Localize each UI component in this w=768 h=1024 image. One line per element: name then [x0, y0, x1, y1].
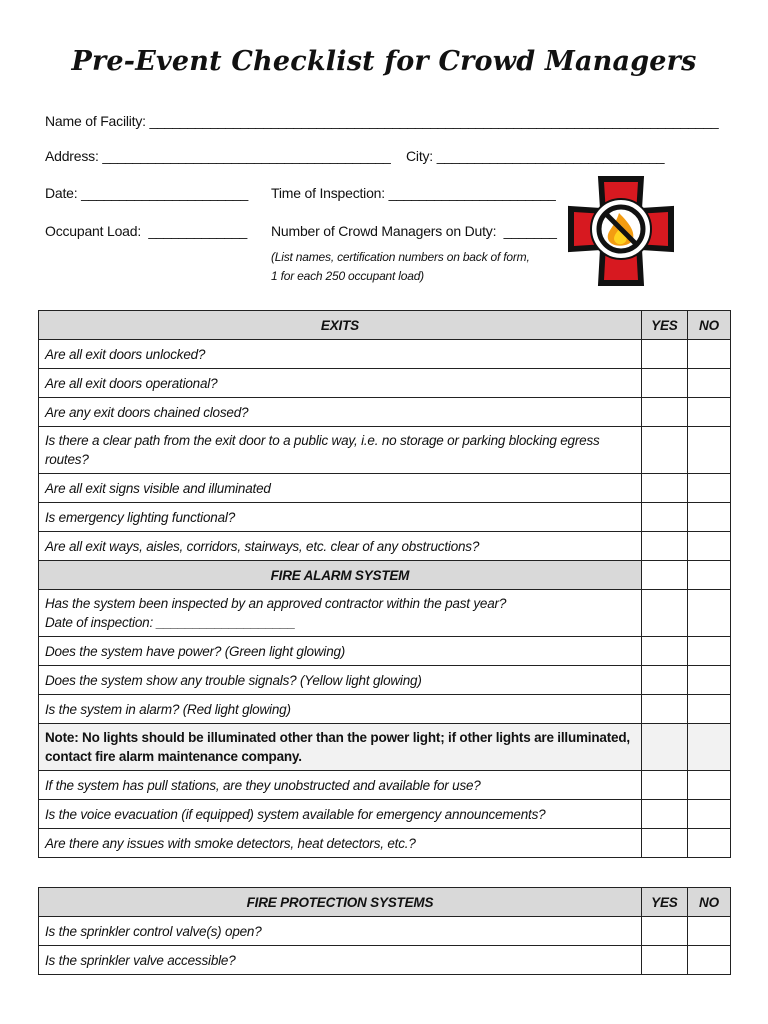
question-text: Is the sprinkler valve accessible?	[39, 946, 642, 975]
fire-protection-checklist-table	[38, 887, 731, 975]
question-text: Is the voice evacuation (if equipped) system available for emergency announcements?	[39, 800, 642, 829]
question-text: Are all exit doors operational?	[39, 369, 642, 398]
yes-checkbox[interactable]	[641, 946, 687, 975]
no-cell	[687, 561, 730, 590]
yes-checkbox[interactable]	[641, 427, 687, 474]
question-text: Are all exit signs visible and illuminated	[39, 474, 642, 503]
table-row	[39, 946, 731, 975]
table-row	[39, 829, 731, 858]
yes-checkbox[interactable]	[641, 590, 687, 637]
yes-cell	[641, 724, 687, 771]
no-checkbox[interactable]	[687, 369, 730, 398]
question-text: Does the system show any trouble signals? (Yellow light glowing)	[39, 666, 642, 695]
no-checkbox[interactable]	[687, 590, 730, 637]
occupant-load-field[interactable]: Occupant Load: _____________	[45, 223, 248, 239]
no-header: NO	[687, 888, 730, 917]
table-row	[39, 340, 731, 369]
table-row	[39, 800, 731, 829]
yes-checkbox[interactable]	[641, 398, 687, 427]
yes-checkbox[interactable]	[641, 474, 687, 503]
table-row	[39, 666, 731, 695]
table-row	[39, 532, 731, 561]
question-line: Has the system been inspected by an approved contractor within the past year?	[45, 596, 507, 611]
yes-checkbox[interactable]	[641, 666, 687, 695]
address-field[interactable]: Address: ______________________________________	[45, 148, 391, 164]
yes-checkbox[interactable]	[641, 800, 687, 829]
exits-alarm-checklist-table	[38, 310, 731, 858]
no-checkbox[interactable]	[687, 637, 730, 666]
yes-header: YES	[641, 888, 687, 917]
question-text: Are all exit ways, aisles, corridors, stairways, etc. clear of any obstructions?	[39, 532, 642, 561]
question-text: Is emergency lighting functional?	[39, 503, 642, 532]
table-row	[39, 427, 731, 474]
fire-department-logo-icon	[565, 170, 677, 288]
yes-checkbox[interactable]	[641, 771, 687, 800]
no-checkbox[interactable]	[687, 946, 730, 975]
table-row	[39, 917, 731, 946]
question-text: Is there a clear path from the exit door to a public way, i.e. no storage or parking blocking egress routes?	[39, 427, 642, 474]
question-text	[39, 590, 642, 637]
table-row	[39, 398, 731, 427]
yes-header: YES	[641, 311, 687, 340]
yes-checkbox[interactable]	[641, 695, 687, 724]
note-row	[39, 724, 731, 771]
no-checkbox[interactable]	[687, 474, 730, 503]
no-checkbox[interactable]	[687, 695, 730, 724]
question-text: Are all exit doors unlocked?	[39, 340, 642, 369]
table-header-row	[39, 888, 731, 917]
yes-checkbox[interactable]	[641, 829, 687, 858]
yes-checkbox[interactable]	[641, 340, 687, 369]
table-row	[39, 474, 731, 503]
page-title: Pre-Event Checklist for Crowd Managers	[71, 46, 697, 77]
no-checkbox[interactable]	[687, 340, 730, 369]
section-row	[39, 561, 731, 590]
question-text: Does the system have power? (Green light glowing)	[39, 637, 642, 666]
no-checkbox[interactable]	[687, 532, 730, 561]
yes-cell	[641, 561, 687, 590]
no-header: NO	[687, 311, 730, 340]
managers-note-line2: 1 for each 250 occupant load)	[271, 269, 424, 283]
table-row	[39, 695, 731, 724]
no-checkbox[interactable]	[687, 800, 730, 829]
city-field[interactable]: City: ______________________________	[406, 148, 665, 164]
yes-checkbox[interactable]	[641, 503, 687, 532]
table-row	[39, 771, 731, 800]
question-text: Are there any issues with smoke detectors, heat detectors, etc.?	[39, 829, 642, 858]
no-checkbox[interactable]	[687, 427, 730, 474]
time-of-inspection-field[interactable]: Time of Inspection: ______________________	[271, 185, 556, 201]
table-row	[39, 590, 731, 637]
question-text: Is the sprinkler control valve(s) open?	[39, 917, 642, 946]
question-text: Are any exit doors chained closed?	[39, 398, 642, 427]
no-checkbox[interactable]	[687, 917, 730, 946]
facility-field[interactable]: Name of Facility: ___________________________________________________________________________	[45, 113, 719, 129]
no-checkbox[interactable]	[687, 666, 730, 695]
no-cell	[687, 724, 730, 771]
question-text: If the system has pull stations, are they unobstructed and available for use?	[39, 771, 642, 800]
yes-checkbox[interactable]	[641, 532, 687, 561]
managers-note-line1: (List names, certification numbers on back of form,	[271, 250, 530, 264]
date-field[interactable]: Date: ______________________	[45, 185, 249, 201]
yes-checkbox[interactable]	[641, 917, 687, 946]
crowd-managers-field[interactable]: Number of Crowd Managers on Duty: _______	[271, 223, 557, 239]
table-row	[39, 369, 731, 398]
no-checkbox[interactable]	[687, 503, 730, 532]
fire-alarm-section-header: FIRE ALARM SYSTEM	[39, 561, 642, 590]
yes-checkbox[interactable]	[641, 637, 687, 666]
no-checkbox[interactable]	[687, 771, 730, 800]
question-text: Is the system in alarm? (Red light glowing)	[39, 695, 642, 724]
date-of-inspection-field[interactable]: Date of inspection: ___________________	[45, 615, 296, 630]
alarm-note-text: Note: No lights should be illuminated other than the power light; if other lights are illuminated, contact fire alarm maintenance company.	[39, 724, 642, 771]
table-row	[39, 503, 731, 532]
table-row	[39, 637, 731, 666]
no-checkbox[interactable]	[687, 398, 730, 427]
exits-header: EXITS	[39, 311, 642, 340]
table-header-row	[39, 311, 731, 340]
yes-checkbox[interactable]	[641, 369, 687, 398]
no-checkbox[interactable]	[687, 829, 730, 858]
fire-protection-header: FIRE PROTECTION SYSTEMS	[39, 888, 642, 917]
